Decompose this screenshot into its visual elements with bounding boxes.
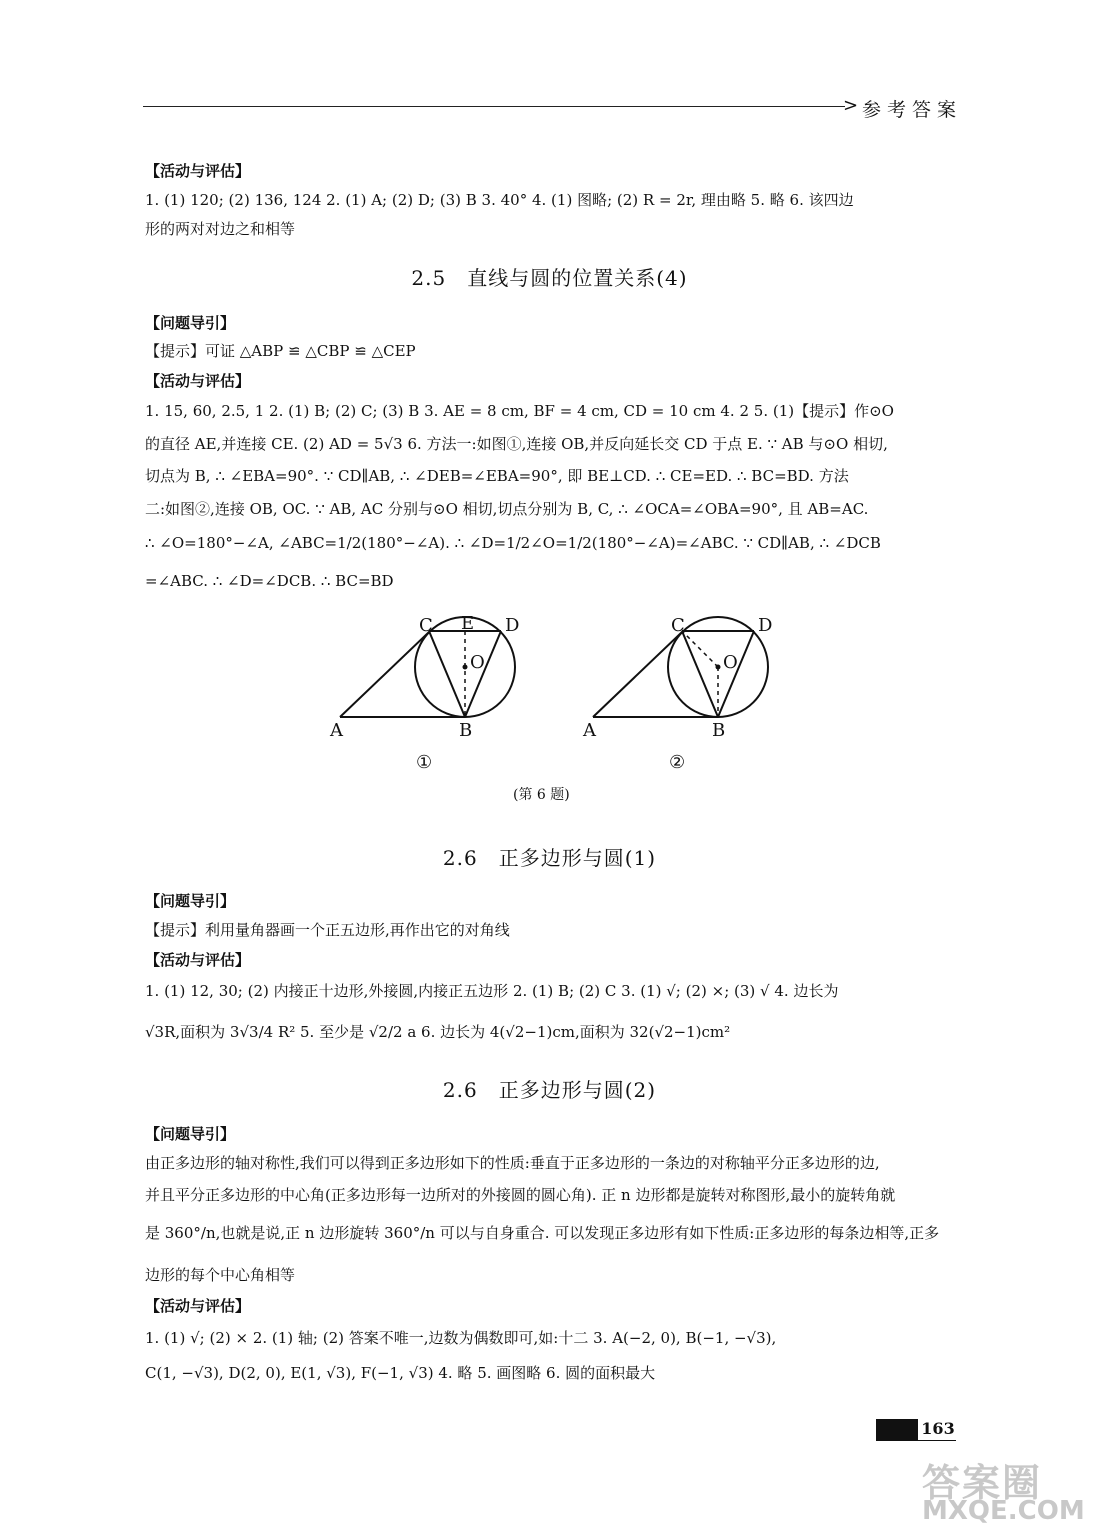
label-A: A — [583, 720, 596, 741]
segment-CB — [682, 631, 718, 717]
watermark-logo: 答案圈 — [922, 1461, 1043, 1505]
answer-line: 1. 15, 60, 2.5, 1 2. (1) B; (2) C; (3) B 3. AE = 8 cm, BF = 4 cm, CD = 10 cm 4. 2 5. (1)【提示】作⊙O — [145, 402, 894, 420]
center-point — [716, 665, 721, 670]
answer-line: 切点为 B, ∴ ∠EBA=90°. ∵ CD∥AB, ∴ ∠DEB=∠EBA=90°, 即 BE⊥CD. ∴ CE=ED. ∴ BC=BD. 方法 — [145, 467, 849, 485]
label-B: B — [712, 720, 726, 741]
hint-line: 【提示】可证 △ABP ≌ △CBP ≌ △CEP — [145, 342, 416, 360]
answer-line: C(1, −√3), D(2, 0), E(1, √3), F(−1, √3) 4. 略 5. 画图略 6. 圆的面积最大 — [145, 1364, 656, 1382]
label-O: O — [470, 652, 485, 673]
center-point — [463, 665, 468, 670]
answer-line: √3R,面积为 3√3/4 R² 5. 至少是 √2/2 a 6. 边长为 4(√2−1)cm,面积为 32(√2−1)cm² — [145, 1023, 731, 1041]
figure-1-number: ① — [416, 752, 433, 773]
segment-DB — [465, 631, 501, 717]
label-E: E — [461, 613, 475, 634]
answer-line: 的直径 AE,并连接 CE. (2) AD = 5√3 6. 方法一:如图①,连接 OB,并反向延长交 CD 于点 E. ∵ AB 与⊙O 相切, — [145, 435, 888, 453]
label-D: D — [505, 615, 520, 636]
header-arrow: > — [843, 95, 859, 116]
segment-OC — [682, 631, 718, 667]
answer-line: =∠ABC. ∴ ∠D=∠DCB. ∴ BC=BD — [145, 572, 394, 590]
answer-line: 二:如图②,连接 OB, OC. ∵ AB, AC 分别与⊙O 相切,切点分别为 B, C, ∴ ∠OCA=∠OBA=90°, 且 AB=AC. — [145, 500, 869, 518]
answer-line: 形的两对对边之和相等 — [145, 220, 296, 238]
header-title: 参考答案 — [862, 99, 963, 121]
label-A: A — [330, 720, 343, 741]
section-tag: 【活动与评估】 — [145, 162, 251, 180]
body-line: 是 360°/n,也就是说,正 n 边形旋转 360°/n 可以与自身重合. 可以发现正多边形有如下性质:正多边形的每条边相等,正多 — [145, 1224, 940, 1242]
label-C: C — [419, 615, 433, 636]
label-O: O — [723, 652, 738, 673]
segment-CB — [429, 631, 465, 717]
section-tag: 【活动与评估】 — [145, 951, 251, 969]
section-tag: 【活动与评估】 — [145, 1297, 251, 1315]
header-rule — [143, 106, 845, 107]
section-tag: 【活动与评估】 — [145, 372, 251, 390]
label-C: C — [671, 615, 685, 636]
watermark-url: MXQE.COM — [922, 1496, 1085, 1526]
answer-line: 1. (1) 120; (2) 136, 124 2. (1) A; (2) D; (3) B 3. 40° 4. (1) 图略; (2) R = 2r, 理由略 5. 略 6. 该四边 — [145, 191, 854, 209]
label-B: B — [459, 720, 473, 741]
answer-line: ∴ ∠O=180°−∠A, ∠ABC=1/2(180°−∠A). ∴ ∠D=1/2∠O=1/2(180°−∠A)=∠ABC. ∵ CD∥AB, ∴ ∠DCB — [145, 534, 881, 552]
section-tag: 【问题导引】 — [145, 892, 236, 910]
section-heading: 2.5 直线与圆的位置关系(4) — [411, 266, 688, 290]
answer-line: 1. (1) √; (2) × 2. (1) 轴; (2) 答案不唯一,边数为偶数即可,如:十二 3. A(−2, 0), B(−1, −√3), — [145, 1329, 777, 1347]
section-tag: 【问题导引】 — [145, 1125, 236, 1143]
answer-line: 1. (1) 12, 30; (2) 内接正十边形,外接圆,内接正五边形 2. (1) B; (2) C 3. (1) √; (2) ×; (3) √ 4. 边长为 — [145, 982, 839, 1000]
body-line: 由正多边形的轴对称性,我们可以得到正多边形如下的性质:垂直于正多边形的一条边的对称轴平分正多边形的边, — [145, 1154, 880, 1172]
label-D: D — [758, 615, 773, 636]
hint-line: 【提示】利用量角器画一个正五边形,再作出它的对角线 — [145, 921, 510, 939]
section-heading: 2.6 正多边形与圆(1) — [442, 846, 657, 870]
section-tag: 【问题导引】 — [145, 314, 236, 332]
figure-caption: (第 6 题) — [513, 787, 570, 803]
watermark — [922, 1452, 1085, 1526]
figure-2-number: ② — [669, 752, 686, 773]
section-heading: 2.6 正多边形与圆(2) — [442, 1078, 657, 1102]
page-number: 163 — [918, 1418, 958, 1440]
body-line: 并且平分正多边形的中心角(正多边形每一边所对的外接圆的圆心角). 正 n 边形都是旋转对称图形,最小的旋转角就 — [145, 1186, 896, 1204]
segment-DB — [718, 631, 754, 717]
body-line: 边形的每个中心角相等 — [145, 1266, 296, 1284]
